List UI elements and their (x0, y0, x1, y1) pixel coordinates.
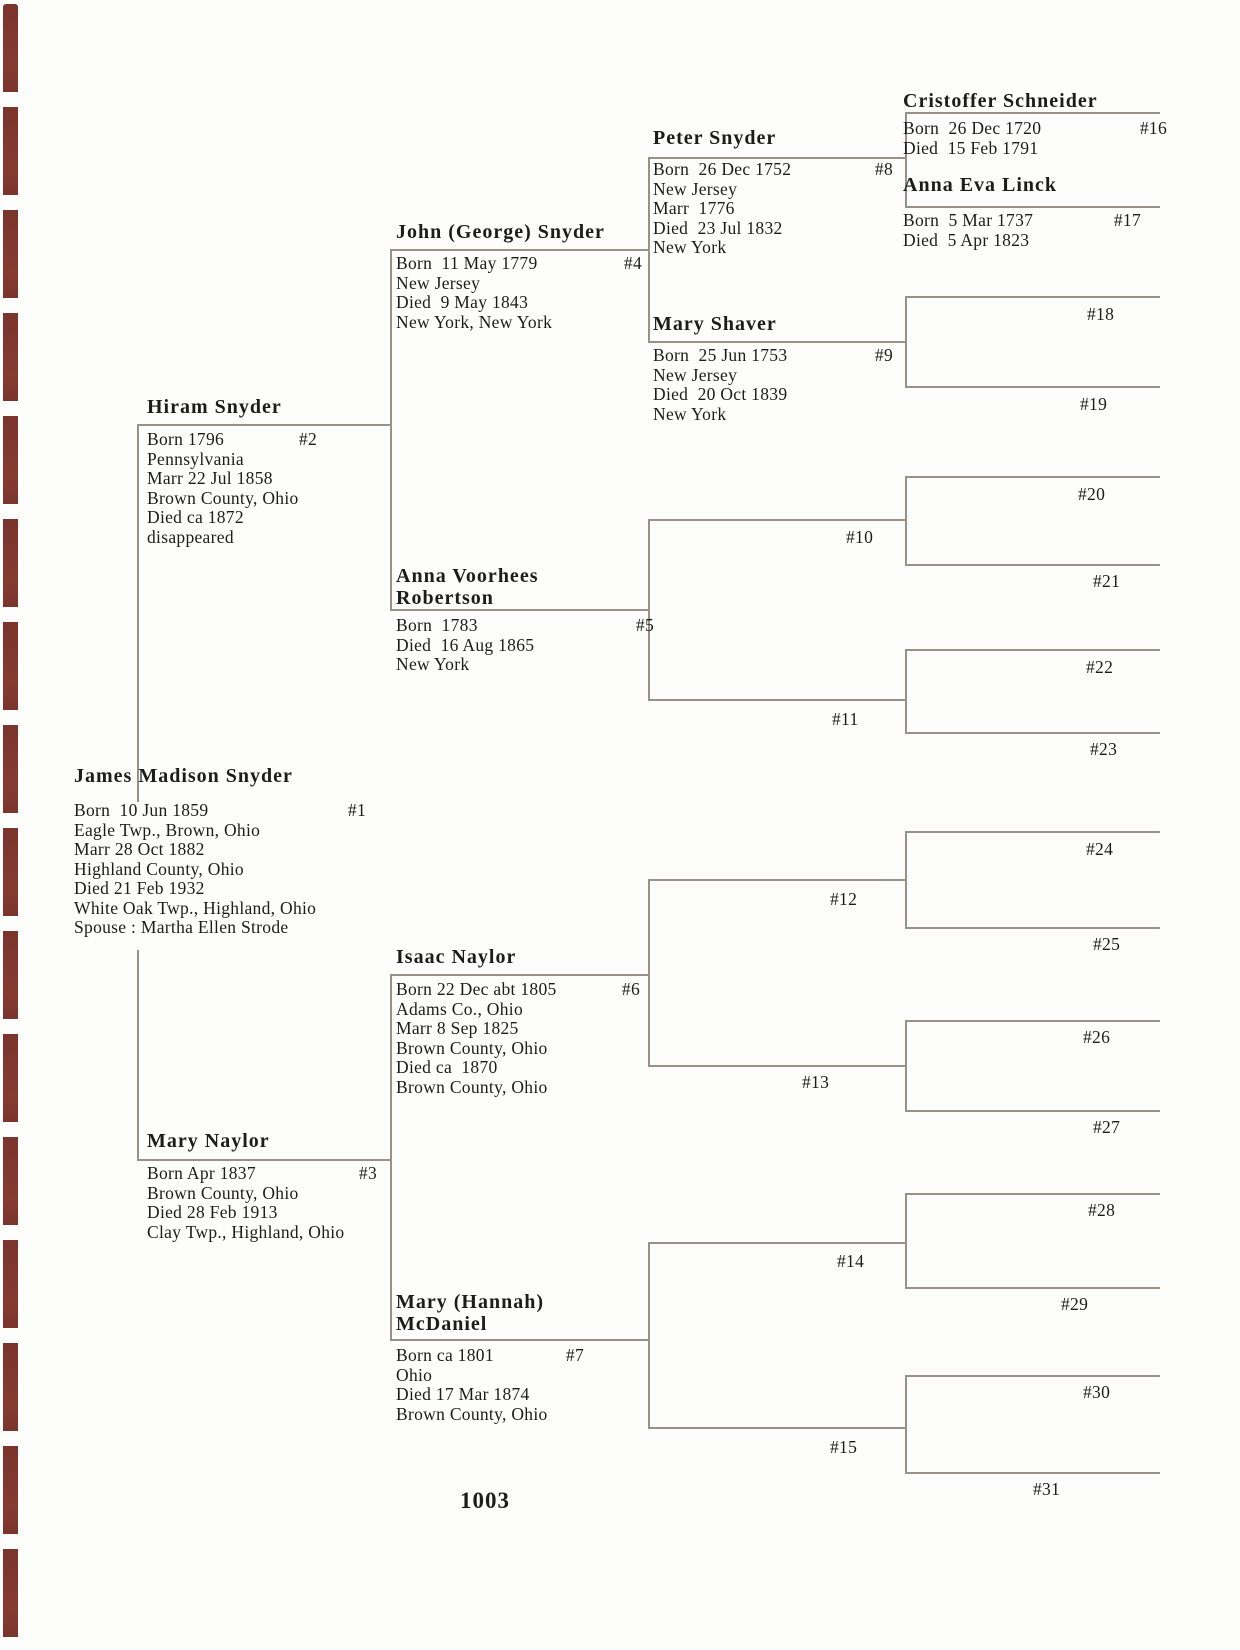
baseline-mary-mcdaniel (390, 1339, 648, 1341)
bracket-gen5-pair4 (905, 649, 907, 734)
slot-label-27: #27 (1093, 1117, 1121, 1137)
person-name-peter-snyder: Peter Snyder (653, 127, 777, 149)
detail-text: Born 25 Jun 1753 (653, 345, 788, 365)
detail-text: New Jersey (396, 272, 481, 293)
bracket-gen5-pair3 (905, 476, 907, 566)
slot-label-19: #19 (1080, 394, 1108, 414)
slot-label-25: #25 (1093, 934, 1121, 954)
scan-binding-edge-marks (3, 4, 18, 1646)
detail-text: Died 20 Oct 1839 (653, 384, 788, 404)
detail-text: New York (653, 403, 727, 424)
baseline-mary-shaver (648, 341, 905, 343)
person-name-mary-hannah-mcdaniel-line2: McDaniel (396, 1313, 488, 1335)
slot-label-31: #31 (1033, 1479, 1061, 1499)
baseline-slot-13 (648, 1065, 905, 1067)
slot-label-30: #30 (1083, 1382, 1111, 1402)
detail-text: Marr 1776 (653, 198, 735, 218)
detail-line (903, 211, 1141, 231)
bracket-gen5-pair8 (905, 1375, 907, 1474)
slot-label-23: #23 (1090, 739, 1118, 759)
baseline-slot-11 (648, 699, 905, 701)
detail-text: Brown County, Ohio (396, 1076, 548, 1097)
ancestor-number: #1 (347, 800, 366, 820)
ancestor-number: #8 (874, 159, 893, 179)
baseline-cristoffer-schneider (905, 112, 1160, 114)
detail-text: Died 9 May 1843 (396, 292, 529, 312)
detail-text: Marr 22 Jul 1858 (147, 468, 273, 488)
person-name-hiram-snyder: Hiram Snyder (147, 396, 282, 418)
ancestor-number: #4 (623, 253, 642, 273)
baseline-slot-21 (905, 564, 1160, 566)
slot-label-12: #12 (830, 889, 858, 909)
slot-label-10: #10 (846, 527, 874, 547)
baseline-anna-eva-linck (905, 206, 1160, 208)
person-name-anna-voorhees: Anna Voorhees (396, 565, 539, 587)
detail-text: Born 11 May 1779 (396, 253, 538, 273)
detail-text: New York (396, 654, 470, 674)
detail-text: Highland County, Ohio (74, 858, 244, 879)
ancestor-number: #6 (621, 979, 640, 999)
detail-text: Eagle Twp., Brown, Ohio (74, 819, 261, 840)
slot-label-28: #28 (1088, 1200, 1116, 1220)
bracket-gen4-pair3 (648, 879, 650, 1067)
person-details-john-george-snyder (396, 254, 642, 332)
ancestor-number: #5 (635, 615, 654, 635)
detail-text: New York (653, 237, 727, 257)
ancestor-number: #9 (874, 345, 893, 365)
detail-text: Born 1796 (147, 429, 225, 449)
bracket-gen5-pair7 (905, 1193, 907, 1289)
baseline-slot-27 (905, 1110, 1160, 1112)
detail-line (396, 616, 654, 636)
slot-label-18: #18 (1087, 304, 1115, 324)
detail-text: Died ca 1872 (147, 507, 244, 527)
baseline-slot-18 (905, 296, 1160, 298)
ancestor-number: #17 (1113, 210, 1141, 230)
detail-text: Died 16 Aug 1865 (396, 634, 535, 655)
detail-line (147, 1164, 377, 1184)
bracket-gen5-pair5 (905, 831, 907, 929)
detail-text: Died 28 Feb 1913 (147, 1202, 278, 1222)
baseline-isaac-naylor (390, 974, 648, 976)
bracket-gen3-snyder (390, 249, 392, 611)
detail-line (396, 254, 642, 274)
baseline-slot-15 (648, 1427, 905, 1429)
baseline-slot-26 (905, 1020, 1160, 1022)
slot-label-26: #26 (1083, 1027, 1111, 1047)
detail-text: New York, New York (396, 311, 553, 332)
slot-label-20: #20 (1078, 484, 1106, 504)
baseline-mary-naylor (137, 1159, 390, 1161)
detail-text: Born 5 Mar 1737 (903, 210, 1034, 230)
bracket-gen3-naylor (390, 974, 392, 1341)
detail-line (653, 160, 893, 180)
detail-text: Ohio (396, 1364, 433, 1385)
person-details-anna-eva-linck (903, 211, 1141, 250)
baseline-slot-28 (905, 1193, 1160, 1195)
slot-label-13: #13 (802, 1072, 830, 1092)
detail-line (147, 430, 317, 450)
person-details-mary-shaver (653, 346, 893, 424)
bracket-gen4-pair1 (648, 157, 650, 343)
person-name-anna-eva-linck: Anna Eva Linck (903, 174, 1058, 196)
person-name-cristoffer-schneider: Cristoffer Schneider (903, 90, 1098, 112)
detail-text: Brown County, Ohio (396, 1037, 548, 1058)
person-details-mary-hannah-mcdaniel (396, 1346, 584, 1424)
bracket-gen2-upper (137, 424, 139, 802)
baseline-slot-20 (905, 476, 1160, 478)
baseline-slot-24 (905, 831, 1160, 833)
baseline-slot-23 (905, 732, 1160, 734)
detail-text: Born 26 Dec 1720 (903, 118, 1042, 138)
person-details-hiram-snyder (147, 430, 317, 547)
detail-text: White Oak Twp., Highland, Ohio (74, 897, 317, 918)
slot-label-21: #21 (1093, 571, 1121, 591)
detail-text: Died 5 Apr 1823 (903, 229, 1030, 250)
person-name-james-madison-snyder: James Madison Snyder (74, 765, 293, 787)
detail-text: New Jersey (653, 364, 738, 385)
baseline-anna-voorhees (390, 609, 648, 611)
slot-label-15: #15 (830, 1437, 858, 1457)
baseline-john-snyder (390, 249, 648, 251)
baseline-slot-31 (905, 1472, 1160, 1474)
detail-text: Marr 8 Sep 1825 (396, 1018, 519, 1038)
person-name-anna-voorhees-line2: Robertson (396, 587, 494, 609)
baseline-slot-25 (905, 927, 1160, 929)
person-name-mary-naylor: Mary Naylor (147, 1130, 270, 1152)
detail-text: Born 10 Jun 1859 (74, 800, 209, 820)
baseline-slot-14 (648, 1242, 905, 1244)
slot-label-22: #22 (1086, 657, 1114, 677)
detail-text: Spouse : Martha Ellen Strode (74, 917, 289, 937)
detail-text: Born 1783 (396, 615, 478, 635)
person-name-isaac-naylor: Isaac Naylor (396, 946, 517, 968)
detail-text: Died 15 Feb 1791 (903, 137, 1039, 158)
detail-text: Died 21 Feb 1932 (74, 878, 205, 898)
detail-text: New Jersey (653, 178, 738, 199)
baseline-hiram-snyder (137, 424, 390, 426)
detail-line (396, 980, 640, 1000)
person-name-mary-shaver: Mary Shaver (653, 313, 777, 335)
bracket-gen5-pair6 (905, 1020, 907, 1112)
baseline-slot-22 (905, 649, 1160, 651)
slot-label-29: #29 (1061, 1294, 1089, 1314)
bracket-gen4-pair4 (648, 1242, 650, 1429)
slot-label-24: #24 (1086, 839, 1114, 859)
detail-text: Pennsylvania (147, 448, 244, 469)
person-details-mary-naylor (147, 1164, 377, 1242)
person-details-anna-voorhees (396, 616, 654, 675)
detail-text: Marr 28 Oct 1882 (74, 839, 205, 859)
bracket-gen2-lower (137, 950, 139, 1161)
baseline-slot-10 (648, 519, 905, 521)
baseline-slot-30 (905, 1375, 1160, 1377)
detail-line (653, 346, 893, 366)
detail-line (903, 119, 1167, 139)
detail-text: Died 17 Mar 1874 (396, 1384, 530, 1404)
detail-line (396, 1346, 584, 1366)
baseline-slot-19 (905, 386, 1160, 388)
baseline-slot-29 (905, 1287, 1160, 1289)
detail-line (74, 801, 366, 821)
detail-text: Died 23 Jul 1832 (653, 217, 783, 238)
ancestor-number: #2 (298, 429, 317, 449)
detail-text: Clay Twp., Highland, Ohio (147, 1221, 345, 1242)
page-number: 1003 (460, 1488, 510, 1513)
person-details-james-madison-snyder (74, 801, 366, 938)
detail-text: disappeared (147, 526, 234, 547)
ancestor-number: #16 (1139, 118, 1167, 138)
ancestor-number: #3 (358, 1163, 377, 1183)
detail-text: Born 22 Dec abt 1805 (396, 979, 557, 999)
baseline-slot-12 (648, 879, 905, 881)
slot-label-11: #11 (832, 709, 859, 729)
detail-text: Brown County, Ohio (147, 1182, 299, 1203)
detail-text: Brown County, Ohio (396, 1403, 548, 1424)
person-name-mary-hannah-mcdaniel: Mary (Hannah) (396, 1291, 544, 1313)
detail-text: Born ca 1801 (396, 1345, 494, 1365)
bracket-gen5-pair2 (905, 296, 907, 388)
detail-text: Brown County, Ohio (147, 487, 299, 508)
slot-label-14: #14 (837, 1251, 865, 1271)
detail-text: Born 26 Dec 1752 (653, 159, 792, 179)
person-details-peter-snyder (653, 160, 893, 258)
detail-text: Born Apr 1837 (147, 1163, 256, 1183)
person-name-john-george-snyder: John (George) Snyder (396, 221, 605, 243)
detail-text: Adams Co., Ohio (396, 998, 523, 1019)
ancestor-number: #7 (565, 1345, 584, 1365)
person-details-isaac-naylor (396, 980, 640, 1097)
person-details-cristoffer-schneider (903, 119, 1167, 158)
detail-text: Died ca 1870 (396, 1057, 498, 1077)
